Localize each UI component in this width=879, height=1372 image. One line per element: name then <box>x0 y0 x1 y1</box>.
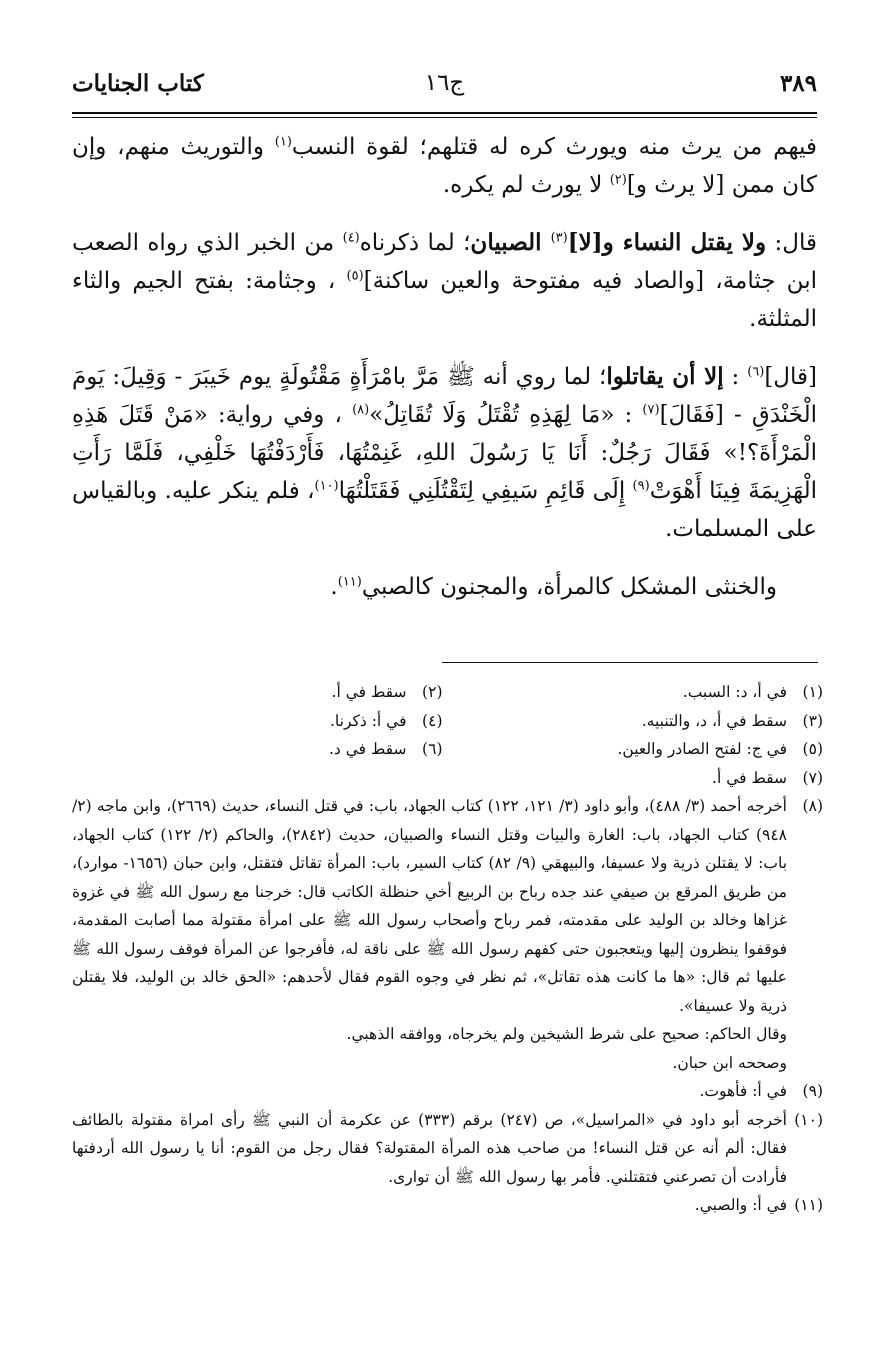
footnote-4 <box>72 707 443 736</box>
footnote-text: في أ: والصبي. <box>694 1196 787 1214</box>
book-title: كتاب الجنايات <box>72 70 204 97</box>
footnote-number: (١٠) <box>794 1110 823 1129</box>
footnote-text: في أ: ذكرنا. <box>329 711 407 730</box>
volume-number: ج١٦ <box>424 70 465 96</box>
footnote-text <box>72 792 787 1077</box>
footnote-ref-1[interactable]: (١) <box>274 134 292 150</box>
bold-phrase: إلا أن يقاتلوا <box>606 363 724 390</box>
footnote-number: (١١) <box>794 1196 823 1214</box>
paragraph-3 <box>72 358 817 548</box>
footnote-10 <box>72 1106 823 1192</box>
footnote-ref-2[interactable]: (٢) <box>609 172 627 188</box>
text-span: لا يورث لم يكره. <box>442 172 610 198</box>
text-span: ، وجثامة: بفتح الجيم والثاء المثلثة. <box>72 268 817 332</box>
footnote-ref-9[interactable]: (٩) <box>632 478 650 494</box>
footnote-ref-7[interactable]: (٧) <box>642 402 660 418</box>
footnote-text: سقط في د. <box>328 740 407 758</box>
footnote-number: (٦) <box>422 740 443 758</box>
footnote-number: (١) <box>802 683 823 701</box>
text-span: ؛ لما ذكرناه <box>359 230 471 256</box>
text-span: [قال] <box>764 364 817 390</box>
footnote-7 <box>72 764 823 793</box>
text-span: إِلَى قَائِمِ سَيفِي لِتَقْتُلَنِي فَقَتَلْتُهَا <box>338 478 633 504</box>
footnote-text: سقط في أ. <box>331 683 407 701</box>
footnote-11 <box>72 1191 823 1220</box>
bold-phrase: الصبيان <box>470 229 551 256</box>
text-span: : «مَا لِهَذِهِ تُقْتَلُ وَلَا تُقَاتِلُ» <box>369 402 643 428</box>
footnote-pairs <box>72 678 823 764</box>
page-number: ٣٨٩ <box>779 70 817 97</box>
text-span: ، وفي رواية: «مَنْ قَتَلَ هَذِهِ الْمَرْأَةَ؟!» فَقَالَ رَجُلٌ: أَنَا يَا رَسُولَ اللهِ، غَنِمْتُهَا، فَأَرْدَفْتُهَا خَلْفِي، فَلَمَّا رَأَتِ الْهَزِيمَةَ فِينَا أَهْوَتْ <box>72 402 817 504</box>
footnote-line: وصححه ابن حبان. <box>672 1053 787 1072</box>
bold-phrase: ولا يقتل النساء و[لا] <box>567 229 767 256</box>
footnote-ref-11[interactable]: (١١) <box>337 574 362 590</box>
footnote-6 <box>72 735 443 764</box>
page-header <box>72 70 817 106</box>
footnote-text: في أ، د: السبب. <box>682 683 787 701</box>
text-span: ، فلم ينكر عليه. وبالقياس على المسلمات. <box>72 478 817 542</box>
footnote-ref-10[interactable]: (١٠) <box>314 478 339 494</box>
footnote-text: أخرجه أبو داود في «المراسيل»، ص (٢٤٧) برقم (٣٣٣) عن عكرمة أن النبي ﷺ رأى امراة مقتولة بالطائف فقال: ألم أنه عن قتل النساء! من صاحب هذه المرأة المقتولة؟ فقال رجل من القوم: أنا يا رسول الله أردفتها فأرادت أن تصرعني فتقتلني. فأمر بها رسول الله ﷺ أن توارى. <box>72 1110 787 1186</box>
footnote-number: (٢) <box>422 683 443 701</box>
footnote-8 <box>72 792 823 1077</box>
footnote-1 <box>453 678 824 707</box>
text-span: من الخبر الذي رواه الصعب ابن جثامة، [والصاد فيه مفتوحة والعين ساكنة] <box>72 230 817 294</box>
footnote-number: (٧) <box>802 768 823 787</box>
footnote-ref-4[interactable]: (٤) <box>342 230 360 246</box>
footnote-2 <box>72 678 443 707</box>
text-span: والتوريث منهم، وإن كان ممن [لا يرث و] <box>72 134 817 198</box>
footnote-text: سقط في أ، د، والتنبيه. <box>641 711 787 730</box>
text-span: قال: <box>766 230 817 256</box>
footnote-text: في ج: لفتح الصادر والعين. <box>617 740 787 758</box>
footnote-number: (٥) <box>802 740 823 758</box>
text-span: والخنثى المشكل كالمرأة، والمجنون كالصبي <box>361 574 777 600</box>
header-rule-thin <box>72 117 817 118</box>
footnote-number: (٤) <box>422 711 443 730</box>
text-span: فيهم من يرث منه ويورث كره له قتلهم؛ لقوة النسب <box>291 134 817 160</box>
footnote-text: سقط في أ. <box>712 768 787 787</box>
main-text <box>72 128 817 626</box>
paragraph-2 <box>72 224 817 338</box>
footnote-number: (٨) <box>802 797 823 815</box>
footnote-text: في أ: فأهوت. <box>699 1082 787 1100</box>
footnotes <box>72 678 823 1220</box>
paragraph-1 <box>72 128 817 204</box>
footnote-line: أخرجه أحمد (٣/ ٤٨٨)، وأبو داود (٣/ ١٢١، ١٢٢) كتاب الجهاد، باب: في قتل النساء، حديث (٢٦٦٩)، وابن ماجه (٢/ ٩٤٨) كتاب الجهاد، باب: الغارة والبيات وقتل النساء والصبيان، حديث (٢٨٤٢)، والحاكم (٢/ ١٢٢) كتاب الجهاد، باب: لا يقتلن ذرية ولا عسيفا، والبيهقي (٩/ ٨٢) كتاب السير، باب: المرأة تقاتل فتقتل، وابن حبان (١٦٥٦- موارد)، من طريق المرقع بن صيفي عند جده رباح بن الربيع أخي حنظلة الكاتب قال: خرجنا مع رسول الله ﷺ في غزوة غزاها وخالد بن الوليد على مقدمته، فمر رباح وأصحاب رسول الله ﷺ على امرأة مقتولة مما أصابت المقدمة، فوقفوا ينظرون إليها ويتعجبون حتى كفهم رسول الله ﷺ على ناقة له، فأفرجوا عن المرأة فوقف رسول الله ﷺ عليها ثم قال: «ها ما كانت هذه تقاتل»، ثم نظر في وجوه القوم فقال لأحدهم: «الحق خالد بن الوليد، فلا يقتلن ذرية ولا عسيفا». <box>72 797 788 1015</box>
footnote-number: (٩) <box>802 1082 823 1100</box>
text-span: . <box>330 574 338 600</box>
paragraph-4 <box>72 568 817 606</box>
footnote-ref-3[interactable]: (٣) <box>550 230 568 246</box>
footnote-line: وقال الحاكم: صحيح على شرط الشيخين ولم يخرجاه، ووافقه الذهبي. <box>346 1025 787 1043</box>
footnote-separator <box>442 662 818 663</box>
text-span: : <box>723 364 748 390</box>
footnote-3 <box>453 707 824 736</box>
footnote-5 <box>453 735 824 764</box>
footnote-ref-8[interactable]: (٨) <box>352 402 370 418</box>
header-rule-thick <box>72 112 817 114</box>
footnote-9 <box>72 1077 823 1106</box>
footnote-ref-5[interactable]: (٥) <box>346 268 364 284</box>
footnote-ref-6[interactable]: (٦) <box>747 364 765 380</box>
text-span: ؛ لما روي أنه ﷺ مَرَّ بامْرَأَةٍ مَقْتُولَةٍ يوم خَيبَرَ - وَقِيلَ: يَومَ الْخَنْدَقِ - [فَقَالَ] <box>72 364 817 428</box>
footnote-number: (٣) <box>802 711 823 730</box>
